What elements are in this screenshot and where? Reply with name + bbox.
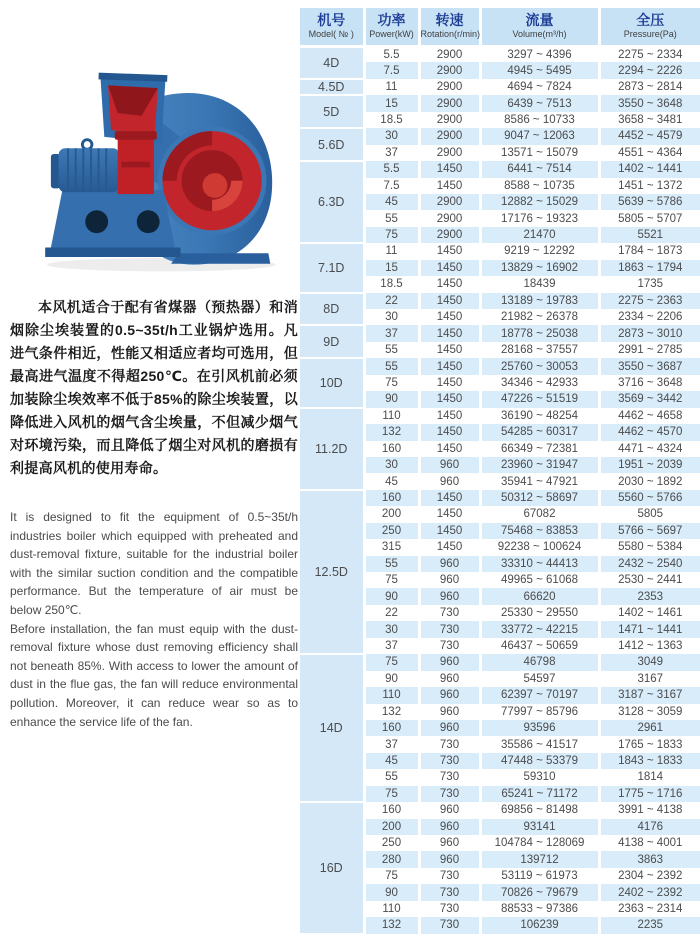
volume-cell: 92238 ~ 100624 [480,539,599,555]
pressure-cell: 2402 ~ 2392 [599,884,700,900]
rotation-cell: 1450 [419,260,480,276]
pressure-cell: 1765 ~ 1833 [599,736,700,752]
model-cell: 4D [300,46,364,79]
volume-cell: 70826 ~ 79679 [480,884,599,900]
spec-table-header-row [300,8,700,46]
rotation-cell: 730 [419,638,480,654]
power-cell: 30 [364,621,419,637]
power-cell: 250 [364,523,419,539]
power-cell: 7.5 [364,178,419,194]
spec-row [300,243,700,259]
column-header [364,8,419,46]
power-cell: 37 [364,325,419,341]
power-cell: 110 [364,687,419,703]
column-header [599,8,700,46]
column-header-en: Pressure(Pa) [623,29,677,40]
volume-cell: 54285 ~ 60317 [480,424,599,440]
rotation-cell: 1450 [419,539,480,555]
volume-cell: 18439 [480,276,599,292]
volume-cell: 50312 ~ 58697 [480,490,599,506]
rotation-cell: 960 [419,654,480,670]
volume-cell: 139712 [480,851,599,867]
spec-row [300,161,700,177]
rotation-cell: 1450 [419,243,480,259]
power-cell: 75 [364,786,419,802]
power-cell: 315 [364,539,419,555]
power-cell: 22 [364,293,419,309]
rotation-cell: 1450 [419,358,480,374]
rotation-cell: 960 [419,687,480,703]
pressure-cell: 1471 ~ 1441 [599,621,700,637]
rotation-cell: 960 [419,572,480,588]
rotation-cell: 2900 [419,46,480,62]
volume-cell: 3297 ~ 4396 [480,46,599,62]
volume-cell: 13189 ~ 19783 [480,293,599,309]
rotation-cell: 2900 [419,128,480,144]
pressure-cell: 5580 ~ 5384 [599,539,700,555]
volume-cell: 28168 ~ 37557 [480,342,599,358]
rotation-cell: 960 [419,473,480,489]
rotation-cell: 730 [419,868,480,884]
centrifugal-fan-illustration [18,30,286,278]
rotation-cell: 960 [419,588,480,604]
power-cell: 11 [364,243,419,259]
pressure-cell: 4471 ~ 4324 [599,441,700,457]
volume-cell: 6441 ~ 7514 [480,161,599,177]
pressure-cell: 3049 [599,654,700,670]
pressure-cell: 4176 [599,819,700,835]
volume-cell: 9219 ~ 12292 [480,243,599,259]
pressure-cell: 2961 [599,720,700,736]
spec-table-body [300,46,700,934]
rotation-cell: 730 [419,753,480,769]
rotation-cell: 730 [419,786,480,802]
pressure-cell: 4138 ~ 4001 [599,835,700,851]
volume-cell: 46798 [480,654,599,670]
column-header-cn: 流量 [525,12,554,29]
column-header-en: Power(kW) [369,29,414,40]
pressure-cell: 1735 [599,276,700,292]
volume-cell: 104784 ~ 128069 [480,835,599,851]
pressure-cell: 1784 ~ 1873 [599,243,700,259]
power-cell: 37 [364,638,419,654]
power-cell: 160 [364,441,419,457]
power-cell: 132 [364,424,419,440]
pressure-cell: 2353 [599,588,700,604]
rotation-cell: 1450 [419,490,480,506]
english-paragraph-1: It is designed to fit the equipment of 0.5~35t/h industries boiler which equipped with preheated and dust-removal fixture, suitable for the industrial boiler with the similar suction condition and the compatible performance. But the temperature of air must be below 250℃. [10,510,298,617]
rotation-cell: 2900 [419,145,480,161]
power-cell: 250 [364,835,419,851]
power-cell: 132 [364,917,419,933]
model-cell: 7.1D [300,243,364,292]
rotation-cell: 1450 [419,408,480,424]
volume-cell: 54597 [480,671,599,687]
pressure-cell: 5766 ~ 5697 [599,523,700,539]
pressure-cell: 2432 ~ 2540 [599,556,700,572]
power-cell: 30 [364,128,419,144]
volume-cell: 4945 ~ 5495 [480,62,599,78]
spec-row [300,358,700,374]
power-cell: 90 [364,884,419,900]
spec-row [300,128,700,144]
model-cell: 12.5D [300,490,364,654]
power-cell: 11 [364,79,419,95]
left-panel [10,0,298,945]
volume-cell: 25760 ~ 30053 [480,358,599,374]
power-cell: 7.5 [364,62,419,78]
volume-cell: 35941 ~ 47921 [480,473,599,489]
model-cell: 9D [300,325,364,358]
power-cell: 37 [364,145,419,161]
volume-cell: 66349 ~ 72381 [480,441,599,457]
pressure-cell: 5639 ~ 5786 [599,194,700,210]
power-cell: 75 [364,227,419,243]
pressure-cell: 3991 ~ 4138 [599,802,700,818]
power-cell: 110 [364,408,419,424]
model-cell: 14D [300,654,364,802]
pressure-cell: 2334 ~ 2206 [599,309,700,325]
volume-cell: 49965 ~ 61068 [480,572,599,588]
rotation-cell: 1450 [419,293,480,309]
pressure-cell: 4462 ~ 4570 [599,424,700,440]
pressure-cell: 4551 ~ 4364 [599,145,700,161]
volume-cell: 53119 ~ 61973 [480,868,599,884]
english-description [10,508,298,731]
power-cell: 75 [364,572,419,588]
power-cell: 75 [364,868,419,884]
rotation-cell: 730 [419,917,480,933]
volume-cell: 6439 ~ 7513 [480,95,599,111]
rotation-cell: 960 [419,802,480,818]
power-cell: 55 [364,556,419,572]
volume-cell: 23960 ~ 31947 [480,457,599,473]
spec-row [300,79,700,95]
column-header-en: Volume(m³/h) [512,29,567,40]
power-cell: 160 [364,720,419,736]
pressure-cell: 1863 ~ 1794 [599,260,700,276]
volume-cell: 69856 ~ 81498 [480,802,599,818]
model-cell: 5.6D [300,128,364,161]
volume-cell: 106239 [480,917,599,933]
spec-row [300,802,700,818]
power-cell: 280 [364,851,419,867]
pressure-cell: 2275 ~ 2334 [599,46,700,62]
model-cell: 8D [300,293,364,326]
model-cell: 5D [300,95,364,128]
volume-cell: 75468 ~ 83853 [480,523,599,539]
pressure-cell: 2275 ~ 2363 [599,293,700,309]
volume-cell: 8586 ~ 10733 [480,112,599,128]
volume-cell: 18778 ~ 25038 [480,325,599,341]
pressure-cell: 1814 [599,769,700,785]
rotation-cell: 2900 [419,227,480,243]
power-cell: 55 [364,210,419,226]
volume-cell: 12882 ~ 15029 [480,194,599,210]
rotation-cell: 730 [419,605,480,621]
rotation-cell: 960 [419,851,480,867]
rotation-cell: 1450 [419,424,480,440]
rotation-cell: 1450 [419,325,480,341]
pressure-cell: 3569 ~ 3442 [599,391,700,407]
spec-row [300,95,700,111]
pressure-cell: 3716 ~ 3648 [599,375,700,391]
pressure-cell: 4452 ~ 4579 [599,128,700,144]
volume-cell: 13571 ~ 15079 [480,145,599,161]
volume-cell: 47448 ~ 53379 [480,753,599,769]
volume-cell: 17176 ~ 19323 [480,210,599,226]
pressure-cell: 1951 ~ 2039 [599,457,700,473]
rotation-cell: 1450 [419,178,480,194]
rotation-cell: 730 [419,884,480,900]
model-cell: 10D [300,358,364,407]
power-cell: 15 [364,95,419,111]
pressure-cell: 5521 [599,227,700,243]
pressure-cell: 1402 ~ 1441 [599,161,700,177]
spec-row [300,654,700,670]
spec-row [300,325,700,341]
volume-cell: 34346 ~ 42933 [480,375,599,391]
spec-row [300,490,700,506]
rotation-cell: 1450 [419,523,480,539]
power-cell: 75 [364,654,419,670]
pressure-cell: 1402 ~ 1461 [599,605,700,621]
pressure-cell: 2304 ~ 2392 [599,868,700,884]
rotation-cell: 2900 [419,62,480,78]
volume-cell: 13829 ~ 16902 [480,260,599,276]
spec-table [300,8,700,935]
spec-row [300,46,700,62]
rotation-cell: 730 [419,769,480,785]
volume-cell: 67082 [480,506,599,522]
power-cell: 55 [364,358,419,374]
pressure-cell: 5805 [599,506,700,522]
pressure-cell: 3187 ~ 3167 [599,687,700,703]
rotation-cell: 1450 [419,391,480,407]
pressure-cell: 3658 ~ 3481 [599,112,700,128]
rotation-cell: 960 [419,556,480,572]
power-cell: 90 [364,391,419,407]
rotation-cell: 2900 [419,95,480,111]
pressure-cell: 3550 ~ 3687 [599,358,700,374]
volume-cell: 46437 ~ 50659 [480,638,599,654]
power-cell: 160 [364,802,419,818]
power-cell: 45 [364,753,419,769]
rotation-cell: 730 [419,621,480,637]
model-cell: 4.5D [300,79,364,95]
power-cell: 75 [364,375,419,391]
power-cell: 22 [364,605,419,621]
power-cell: 5.5 [364,46,419,62]
pressure-cell: 4462 ~ 4658 [599,408,700,424]
power-cell: 18.5 [364,276,419,292]
rotation-cell: 960 [419,671,480,687]
rotation-cell: 960 [419,720,480,736]
volume-cell: 65241 ~ 71172 [480,786,599,802]
rotation-cell: 960 [419,835,480,851]
power-cell: 37 [364,736,419,752]
rotation-cell: 1450 [419,506,480,522]
power-cell: 200 [364,506,419,522]
pressure-cell: 2294 ~ 2226 [599,62,700,78]
volume-cell: 77997 ~ 85796 [480,704,599,720]
column-header [480,8,599,46]
power-cell: 55 [364,342,419,358]
power-cell: 200 [364,819,419,835]
power-cell: 132 [364,704,419,720]
volume-cell: 25330 ~ 29550 [480,605,599,621]
column-header-cn: 功率 [377,12,406,29]
chinese-description: 本风机适合于配有省煤器（预热器）和消烟除尘埃装置的0.5~35t/h工业锅炉选用。凡进气条件相近，性能又相适应者均可选用，但最高进气温度不得超250℃。在引风机前必须加装除尘埃效率不低于85%的除尘埃装置，以降低进入风机的烟气含尘埃量，不但减少烟气对环境污染，而且降低了烟尘对风机的磨损有利提高风机的使用寿命。 [10,299,298,476]
rotation-cell: 1450 [419,309,480,325]
column-header-cn: 转速 [435,12,464,29]
power-cell: 45 [364,473,419,489]
power-cell: 30 [364,309,419,325]
pressure-cell: 1451 ~ 1372 [599,178,700,194]
volume-cell: 33772 ~ 42215 [480,621,599,637]
pressure-cell: 5560 ~ 5766 [599,490,700,506]
power-cell: 90 [364,671,419,687]
rotation-cell: 960 [419,457,480,473]
power-cell: 18.5 [364,112,419,128]
power-cell: 90 [364,588,419,604]
spec-row [300,408,700,424]
column-header-en: Rotation(r/min) [420,29,481,40]
english-paragraph-2: Before installation, the fan must equip with the dust-removal fixture whose dust removing efficiency shall not beneath 85%. With access to lower the amount of dust in the flue gas, the fan will reduce environmental pollution. Moreover, it can reduce wear so as to enhance the service life of the fan. [10,621,298,729]
pressure-cell: 2991 ~ 2785 [599,342,700,358]
power-cell: 110 [364,901,419,917]
volume-cell: 88533 ~ 97386 [480,901,599,917]
pressure-cell: 2873 ~ 2814 [599,79,700,95]
pressure-cell: 2530 ~ 2441 [599,572,700,588]
pressure-cell: 5805 ~ 5707 [599,210,700,226]
rotation-cell: 1450 [419,375,480,391]
rotation-cell: 960 [419,819,480,835]
volume-cell: 9047 ~ 12063 [480,128,599,144]
volume-cell: 8588 ~ 10735 [480,178,599,194]
volume-cell: 66620 [480,588,599,604]
pressure-cell: 3550 ~ 3648 [599,95,700,111]
rotation-cell: 2900 [419,112,480,128]
volume-cell: 4694 ~ 7824 [480,79,599,95]
power-cell: 30 [364,457,419,473]
pressure-cell: 1775 ~ 1716 [599,786,700,802]
pressure-cell: 2873 ~ 3010 [599,325,700,341]
model-cell: 6.3D [300,161,364,243]
rotation-cell: 960 [419,704,480,720]
volume-cell: 47226 ~ 51519 [480,391,599,407]
column-header [419,8,480,46]
volume-cell: 33310 ~ 44413 [480,556,599,572]
power-cell: 5.5 [364,161,419,177]
pressure-cell: 1412 ~ 1363 [599,638,700,654]
column-header [300,8,364,46]
pressure-cell: 2030 ~ 1892 [599,473,700,489]
fan-product-image [18,30,286,278]
spec-row [300,293,700,309]
pressure-cell: 2363 ~ 2314 [599,901,700,917]
rotation-cell: 730 [419,901,480,917]
power-cell: 55 [364,769,419,785]
volume-cell: 62397 ~ 70197 [480,687,599,703]
model-cell: 16D [300,802,364,934]
pressure-cell: 3863 [599,851,700,867]
volume-cell: 93141 [480,819,599,835]
rotation-cell: 2900 [419,79,480,95]
volume-cell: 36190 ~ 48254 [480,408,599,424]
power-cell: 15 [364,260,419,276]
column-header-en: Model( № ) [308,29,354,40]
volume-cell: 93596 [480,720,599,736]
rotation-cell: 1450 [419,342,480,358]
column-header-cn: 机号 [317,12,346,29]
spec-table-area [300,8,700,935]
pressure-cell: 3167 [599,671,700,687]
column-header-cn: 全压 [636,12,665,29]
rotation-cell: 2900 [419,210,480,226]
power-cell: 45 [364,194,419,210]
pressure-cell: 3128 ~ 3059 [599,704,700,720]
volume-cell: 59310 [480,769,599,785]
rotation-cell: 1450 [419,276,480,292]
power-cell: 160 [364,490,419,506]
rotation-cell: 2900 [419,194,480,210]
pressure-cell: 1843 ~ 1833 [599,753,700,769]
rotation-cell: 730 [419,736,480,752]
pressure-cell: 2235 [599,917,700,933]
model-cell: 11.2D [300,408,364,490]
volume-cell: 21470 [480,227,599,243]
volume-cell: 35586 ~ 41517 [480,736,599,752]
rotation-cell: 1450 [419,161,480,177]
volume-cell: 21982 ~ 26378 [480,309,599,325]
rotation-cell: 1450 [419,441,480,457]
